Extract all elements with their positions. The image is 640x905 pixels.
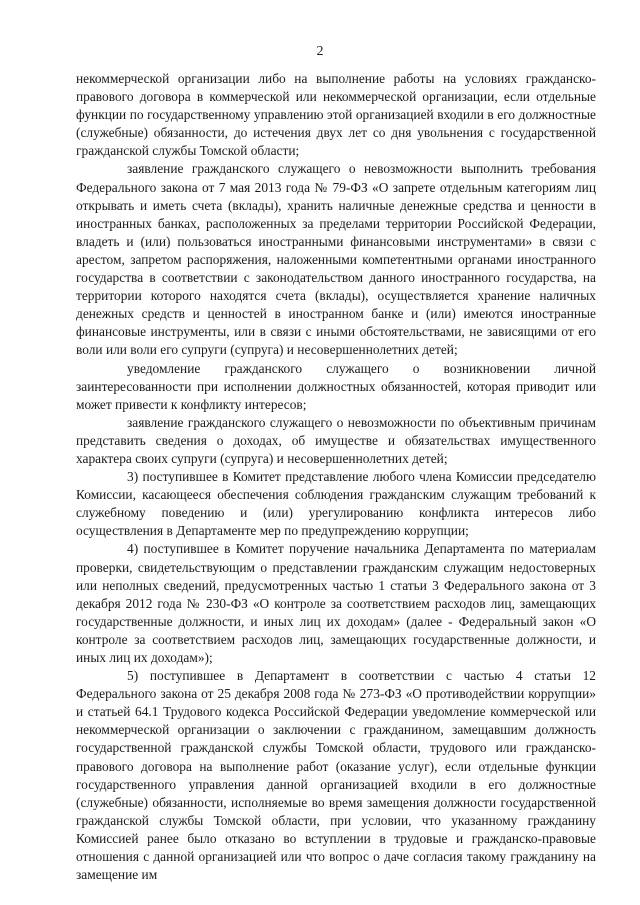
paragraph: 4) поступившее в Комитет поручение начальника Департамента по материалам проверки, свидетельствующим о представлении гражданским служащим недостоверных или неполных сведений, предусмотренных частью 1 статьи 3 Федерального закона от 3 декабря 2012 года № 230-ФЗ «О контроле за соответствием расходов лиц, замещающих государственные должности, и иных лиц их доходам» (далее - Федеральный закон «О контроле за соответствием расходов лиц, замещающих государственные должности, и иных лиц их доходам»); — [76, 541, 596, 665]
paragraph: 5) поступившее в Департамент в соответствии с частью 4 статьи 12 Федерального закона от 25 декабря 2008 года № 273-ФЗ «О противодействии коррупции» и статьей 64.1 Трудового кодекса Российской Федерации уведомление коммерческой или некоммерческой организации о заключении с гражданином, замещавшим должность государственной гражданской службы Томской области, трудового или гражданско-правового договора на выполнение работ (оказание услуг), если отдельные функции государственного управления данной организацией входили в его должностные (служебные) обязанности, исполняемые во время замещения должности государственной гражданской службы Томской области, при условии, что указанному гражданину Комиссией ранее было отказано во вступлении в трудовые и гражданско-правовые отношения с данной организацией или что вопрос о даче согласия такому гражданину на замещение им — [76, 668, 596, 883]
paragraph: заявление гражданского служащего о невозможности по объективным причинам представить сведения о доходах, об имуществе и обязательствах имущественного характера своих супруги (супруга) и несовершеннолетних детей; — [76, 414, 596, 466]
page-number: 2 — [316, 44, 324, 59]
document-body — [76, 70, 596, 884]
paragraph: заявление гражданского служащего о невозможности выполнить требования Федерального закона от 7 мая 2013 года № 79-ФЗ «О запрете отдельным категориям лиц открывать и иметь счета (вклады), хранить наличные денежные средства и ценности в иностранных банках, расположенных за пределами территории Российской Федерации, владеть и (или) пользоваться иностранными финансовыми инструментами» в связи с арестом, запретом распоряжения, наложенными компетентными органами иностранного государства в соответствии с законодательством данного иностранного государства, на территории которого находятся счета (вклады), осуществляется хранение наличных денежных средств и ценностей в иностранном банке и (или) имеются иностранные финансовые инструменты, или в связи с иными обстоятельствами, не зависящими от его воли или воли его супруги (супруга) и несовершеннолетних детей; — [76, 161, 596, 358]
paragraph: некоммерческой организации либо на выполнение работы на условиях гражданско-правового договора в коммерческой или некоммерческой организации, если отдельные функции по государственному управлению этой организацией входили в его должностные (служебные) обязанности, до истечения двух лет со дня увольнения с государственной гражданской службы Томской области; — [76, 71, 596, 159]
paragraph: 3) поступившее в Комитет представление любого члена Комиссии председателю Комиссии, касающееся обеспечения соблюдения гражданским служащим требований к служебному поведению и (или) урегулированию конфликта интересов либо осуществления в Департаменте мер по предупреждению коррупции; — [76, 469, 596, 539]
paragraph: уведомление гражданского служащего о возникновении личной заинтересованности при исполнении должностных обязанностей, которая приводит или может привести к конфликту интересов; — [76, 360, 596, 412]
